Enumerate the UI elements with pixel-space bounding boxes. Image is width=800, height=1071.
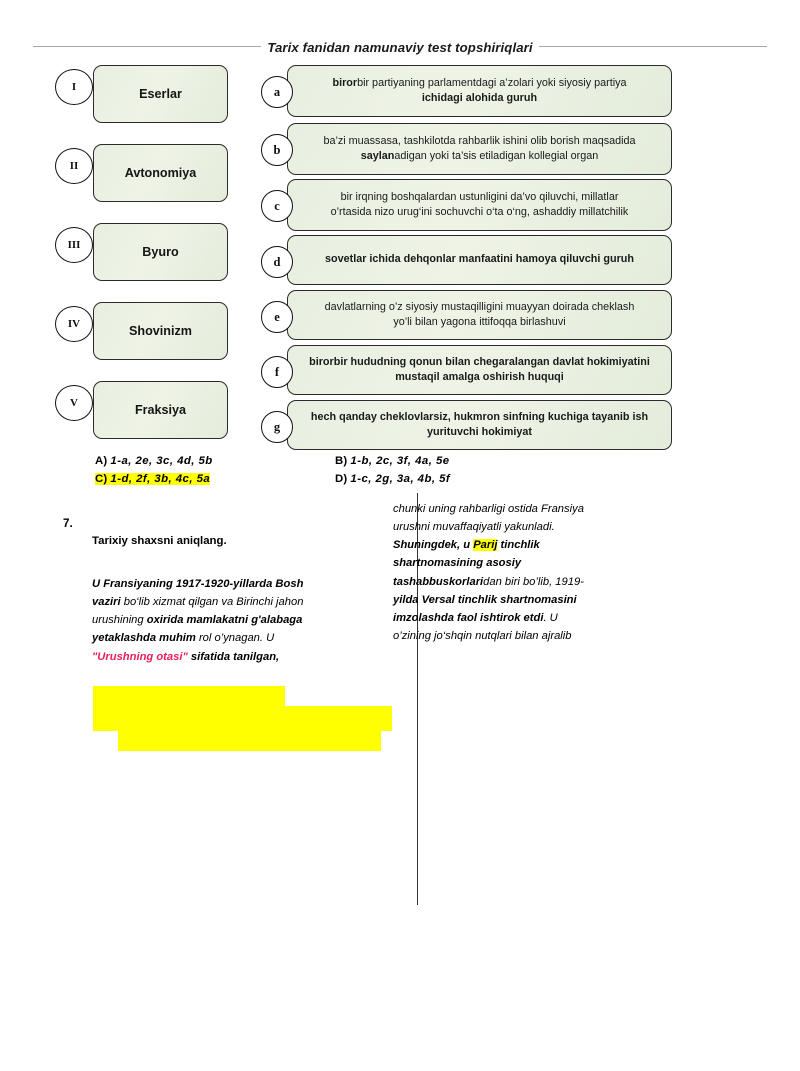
- option-key: B): [335, 455, 348, 467]
- question-right-line: [393, 573, 628, 591]
- matching-definition-box-b[interactable]: [287, 123, 672, 175]
- matching-letter-a: [261, 76, 293, 108]
- definition-line-2: yo’li bilan yagona ittifoqqa birlashuvi: [393, 316, 566, 328]
- matching-definition-box-c[interactable]: [287, 179, 672, 231]
- numeral-text: V: [70, 397, 78, 409]
- question-body-right-column: [393, 500, 628, 645]
- letter-text: d: [273, 254, 281, 269]
- answer-option-c[interactable]: [95, 473, 210, 485]
- question-left-text: rol o’ynagan. U: [195, 632, 275, 645]
- definition-line-2: yurituvchi hokimiyat: [427, 426, 532, 438]
- definition-text: [288, 190, 671, 221]
- definition-text: [288, 252, 671, 267]
- definition-text: [288, 410, 671, 441]
- question-right-text: shartnomasining asosiy: [393, 557, 522, 570]
- definition-text: [288, 76, 671, 107]
- definition-line-1: bir partiyaning parlamentdagi a’zolari yoki siyosiy partiya: [357, 76, 627, 89]
- question-left-text: "Urushning otasi": [92, 650, 188, 663]
- matching-definition-box-f[interactable]: [287, 345, 672, 395]
- matching-term-label: Shovinizm: [129, 324, 192, 338]
- question-left-line: [92, 575, 362, 593]
- numeral-text: II: [69, 160, 79, 172]
- question-left-line: [92, 593, 362, 611]
- definition-line-1: hech qanday cheklovlarsiz, hukmron sinfning kuchiga tayanib ish: [310, 410, 649, 423]
- option-value: 1-c, 2g, 3a, 4b, 5f: [350, 473, 451, 485]
- question-left-text: yetaklashda muhim: [92, 632, 196, 645]
- question-left-text: oxirida mamlakatni g'alabaga: [146, 614, 303, 627]
- question-right-text: . U: [543, 611, 558, 624]
- definition-line-1: ba’zi muassasa, tashkilotda rahbarlik ishini olib borish maqsadida: [323, 134, 636, 147]
- letter-text: a: [273, 84, 281, 99]
- question-right-text: dan biri bo’lib, 1919-: [483, 575, 584, 588]
- letter-text: g: [273, 419, 281, 434]
- definition-line-2: ichidagi alohida guruh: [421, 92, 538, 104]
- answer-option-d[interactable]: [335, 473, 450, 485]
- matching-term-label: Byuro: [142, 245, 179, 259]
- definition-line-1: davlatlarning o’z siyosiy mustaqilligini muayyan doirada cheklash: [324, 300, 635, 313]
- definition-text: [288, 300, 671, 331]
- question-right-line: [393, 536, 628, 554]
- question-right-highlighted-term: Parij: [473, 539, 498, 552]
- definition-line-2: o’rtasida nizo urug‘ini sochuvchi o‘ta o‘ng, ashaddiy millatchilik: [330, 206, 629, 218]
- matching-numeral-4: [55, 306, 93, 342]
- matching-letter-d: [261, 246, 293, 278]
- letter-text: c: [274, 198, 280, 213]
- question-right-line: [393, 554, 628, 572]
- matching-numeral-5: [55, 385, 93, 421]
- definition-text: [288, 355, 671, 386]
- matching-term-label: Eserlar: [139, 87, 182, 101]
- letter-text: b: [273, 142, 281, 157]
- definition-bold-lead: saylan: [360, 150, 395, 162]
- letter-text: e: [274, 309, 280, 324]
- matching-letter-c: [261, 190, 293, 222]
- definition-line-1: bir hududning qonun bilan chegaralangan davlat hokimiyatini: [333, 355, 650, 368]
- question-right-line: [393, 500, 628, 518]
- question-left-line: [92, 629, 362, 647]
- question-right-text: o’zining jo‘shqin nutqlari bilan ajralib: [393, 629, 572, 642]
- question-right-text: urushni muvaffaqiyatli yakunladi.: [393, 521, 555, 534]
- question-right-text: tinchlik: [497, 539, 540, 552]
- definition-text: [288, 134, 671, 165]
- question-left-text: bo‘lib xizmat qilgan va Birinchi jahon: [120, 596, 304, 609]
- question-number: 7.: [63, 517, 73, 530]
- matching-exercise: [0, 60, 800, 455]
- matching-term-label: Avtonomiya: [124, 166, 197, 180]
- question-right-line: [393, 609, 628, 627]
- answer-option-b[interactable]: [335, 455, 450, 467]
- question-right-text: chunki uning rahbarligi ostida Fransiya: [393, 503, 584, 515]
- question-right-text: imzolashda faol ishtirok etdi: [393, 611, 544, 624]
- question-prompt: Tarixiy shaxsni aniqlang.: [92, 535, 227, 547]
- question-left-line: [92, 611, 362, 629]
- question-right-line: [393, 591, 628, 609]
- definition-bold-lead: biror: [332, 76, 358, 89]
- question-right-text: tashabbuskorlari: [393, 575, 484, 588]
- matching-term-box-2[interactable]: [93, 144, 228, 202]
- matching-term-box-1[interactable]: [93, 65, 228, 123]
- letter-text: f: [274, 364, 280, 379]
- question-right-text: yilda Versal tinchlik shartnomasini: [393, 593, 577, 606]
- matching-definition-box-g[interactable]: [287, 400, 672, 450]
- option-value: 1-b, 2c, 3f, 4a, 5e: [350, 455, 450, 467]
- matching-letter-g: [261, 411, 293, 443]
- matching-term-box-4[interactable]: [93, 302, 228, 360]
- definition-bold-lead: biror: [309, 355, 334, 368]
- redaction-bar: [118, 726, 381, 751]
- matching-definition-box-d[interactable]: [287, 235, 672, 285]
- matching-numeral-1: [55, 69, 93, 105]
- matching-term-box-3[interactable]: [93, 223, 228, 281]
- numeral-text: I: [71, 81, 77, 93]
- question-left-text: sifatida tanilgan,: [187, 650, 280, 663]
- numeral-text: III: [67, 239, 81, 251]
- page-title: [0, 40, 800, 55]
- matching-numeral-3: [55, 227, 93, 263]
- matching-numeral-2: [55, 148, 93, 184]
- matching-letter-b: [261, 134, 293, 166]
- option-key: C): [95, 473, 108, 485]
- definition-line-2: mustaqil amalga oshirish huquqi: [395, 371, 564, 383]
- option-value: 1-d, 2f, 3b, 4c, 5a: [110, 473, 211, 485]
- matching-letter-e: [261, 301, 293, 333]
- option-key: A): [95, 455, 108, 467]
- question-right-text: Shuningdek, u: [393, 539, 474, 552]
- matching-letter-f: [261, 356, 293, 388]
- option-value: 1-a, 2e, 3c, 4d, 5b: [110, 455, 213, 467]
- answer-options: [0, 455, 800, 495]
- question-left-text: U Fransiyaning 1917-1920-yillarda Bosh: [92, 578, 304, 590]
- answer-option-a[interactable]: [95, 455, 213, 467]
- question-left-line: [92, 648, 362, 666]
- question-left-text: vaziri: [92, 596, 121, 609]
- matching-definition-box-a[interactable]: [287, 65, 672, 117]
- matching-term-box-5[interactable]: [93, 381, 228, 439]
- definition-line-2: adigan yoki ta’sis etiladigan kollegial organ: [394, 150, 599, 162]
- definition-line-1: sovetlar ichida dehqonlar manfaatini hamoya qiluvchi guruh: [325, 253, 634, 266]
- page-title-text: Tarix fanidan namunaviy test topshiriqlari: [261, 40, 538, 55]
- numeral-text: IV: [67, 318, 81, 330]
- definition-line-1: bir irqning boshqalardan ustunligini da’vo qiluvchi, millatlar: [340, 190, 619, 203]
- question-body-left-column: [92, 575, 362, 666]
- option-key: D): [335, 473, 348, 485]
- question-right-line: [393, 518, 628, 536]
- matching-term-label: Fraksiya: [134, 403, 187, 417]
- matching-definition-box-e[interactable]: [287, 290, 672, 340]
- question-right-line: [393, 627, 628, 645]
- question-left-text: urushining: [92, 614, 147, 627]
